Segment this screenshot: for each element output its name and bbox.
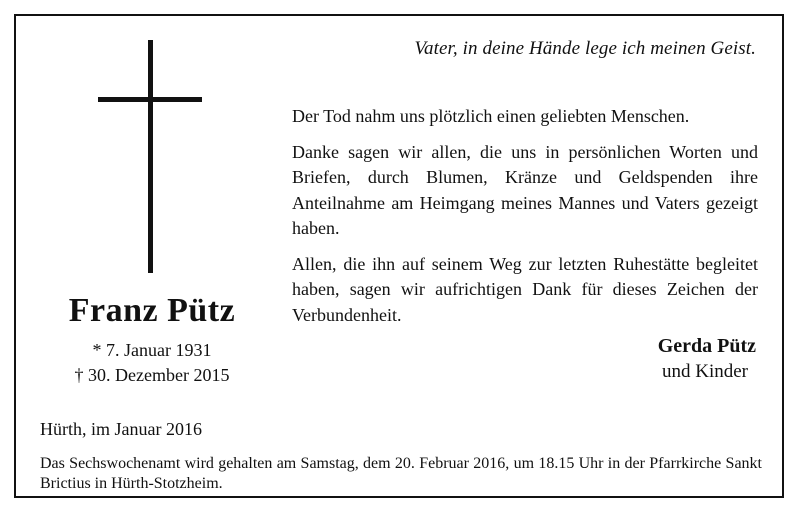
signature-name: Gerda Pütz — [657, 335, 756, 357]
death-date: † 30. Dezember 2015 — [74, 365, 230, 385]
obituary-notice — [14, 14, 784, 498]
deceased-name: Franz Pütz — [68, 292, 236, 329]
place-date: Hürth, im Januar 2016 — [40, 419, 202, 439]
paragraph-2: Danke sagen wir allen, die uns in persönlichen Worten und Briefen, durch Blumen, Kränze und Geldspenden ihre Anteilnahme am Heimgang meines Mannes und Vaters gezeigt haben. — [292, 141, 758, 238]
birth-date: * 7. Januar 1931 — [92, 340, 212, 360]
thank-you-text — [292, 104, 758, 338]
cross-horizontal-bar — [98, 97, 202, 102]
paragraph-3: Allen, die ihn auf seinem Weg zur letzten Ruhestätte begleitet haben, sagen wir aufrichtigen Dank für dieses Zeichen der Verbundenheit. — [292, 253, 758, 325]
paragraph-1: Der Tod nahm uns plötzlich einen geliebten Menschen. — [292, 106, 690, 126]
signature-block — [596, 334, 756, 384]
cross-vertical-bar — [148, 40, 153, 273]
life-dates — [34, 338, 270, 388]
signature-family: und Kinder — [661, 361, 748, 382]
service-notice: Das Sechswochenamt wird gehalten am Samstag, dem 20. Februar 2016, um 18.15 Uhr in der Pfarrkirche Sankt Brictius in Hürth-Stotzheim. — [40, 455, 762, 492]
motto-quote: Vater, in deine Hände lege ich meinen Geist. — [414, 38, 756, 59]
